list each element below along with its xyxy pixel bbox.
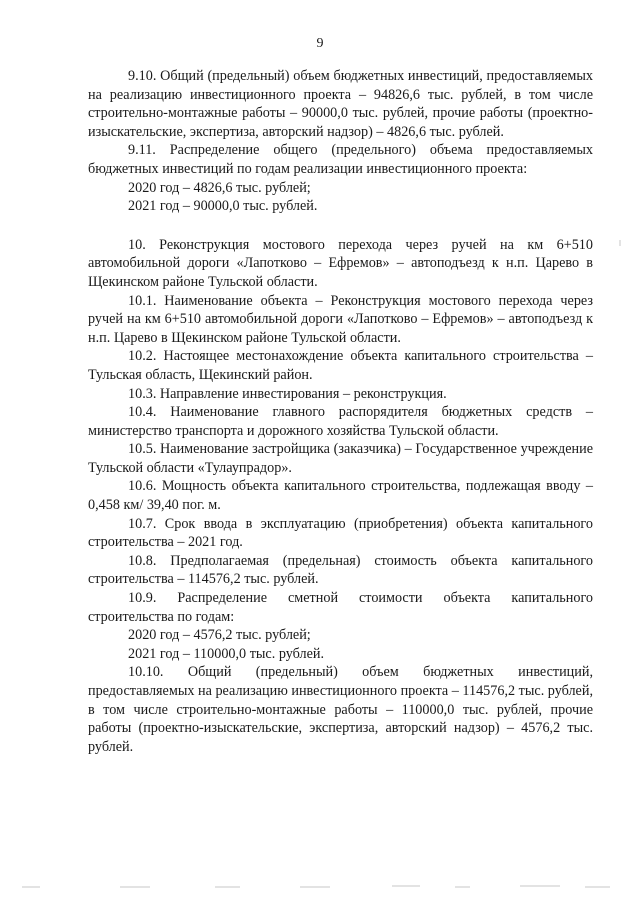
paragraph-10-9: 10.9. Распределение сметной стоимости объекта капитального строительства по годам: [88,590,593,625]
paragraph-10-10: 10.10. Общий (предельный) объем бюджетных инвестиций, предоставляемых на реализацию инвестиционного проекта – 114576,2 тыс. рублей, в том числе строительно-монтажные работы – 110000,0 тыс. рублей, прочие работы (проектно-изыскательские, экспертиза, авторский надзор) – 4576,2 тыс. рублей. [88,664,593,755]
paragraph-9-10: 9.10. Общий (предельный) объем бюджетных инвестиций, предоставляемых на реализацию инвестиционного проекта – 94826,6 тыс. рублей, в том числе строительно-монтажные работы – 90000,0 тыс. рублей, прочие работы (проектно-изыскательские, экспертиза, авторский надзор) – 4826,6 тыс. рублей. [88,68,593,140]
paragraph-10-5: 10.5. Наименование застройщика (заказчика) – Государственное учреждение Тульской области «Тулаупрадор». [88,441,593,476]
year-line-2021: 2021 год – 90000,0 тыс. рублей. [128,198,318,215]
paragraph-10-6: 10.6. Мощность объекта капитального строительства, подлежащая вводу – 0,458 км/ 39,40 пог. м. [88,478,593,514]
section-10-heading: 10. Реконструкция мостового перехода через ручей на км 6+510 автомобильной дороги «Лапотково – Ефремов» – автоподъезд к н.п. Царево в Щекинском районе Тульской области. [88,236,593,290]
paragraph-10-2: 10.2. Настоящее местонахождение объекта капитального строительства – Тульская область, Щекинский район. [88,348,593,383]
page-number: 9 [316,36,324,51]
paragraph-9-11: 9.11. Распределение общего (предельного) объема предоставляемых бюджетных инвестиций по годам реализации инвестиционного проекта: [88,142,593,177]
paragraph-10-8: 10.8. Предполагаемая (предельная) стоимость объекта капитального строительства – 114576,2 тыс. рублей. [88,552,593,588]
document-body [88,67,593,756]
paragraph-10-7: 10.7. Срок ввода в эксплуатацию (приобретения) объекта капитального строительства – 2021 год. [88,515,593,551]
year-line-2020: 2020 год – 4826,6 тыс. рублей; [128,179,311,196]
paragraph-10-1: 10.1. Наименование объекта – Реконструкция мостового перехода через ручей на км 6+510 автомобильной дороги «Лапотково – Ефремов» – автоподъезд к н.п. Царево в Щекинском районе Тульской области. [88,292,593,346]
year-line-2021-b: 2021 год – 110000,0 тыс. рублей. [128,645,325,662]
section-spacer [88,216,593,236]
paragraph-10-4: 10.4. Наименование главного распорядителя бюджетных средств – министерство транспорта и дорожного хозяйства Тульской области. [88,404,593,439]
paragraph-10-3: 10.3. Направление инвестирования – реконструкция. [128,385,447,402]
year-line-2020-b: 2020 год – 4576,2 тыс. рублей; [128,627,311,644]
